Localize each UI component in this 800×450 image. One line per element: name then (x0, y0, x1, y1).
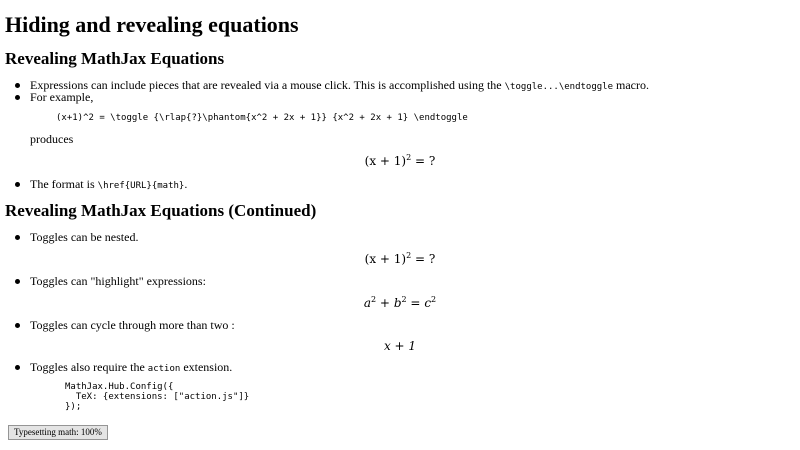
inline-code: action (147, 364, 181, 374)
math-rhs: = ? (415, 154, 436, 168)
math-equals: = (410, 296, 421, 310)
code-block-example: (x+1)^2 = \toggle {\rlap{?}\phantom{x^2 + 2x + 1}} {x^2 + 2x + 1} \endtoggle (56, 113, 468, 123)
math-lhs: (x + 1) (364, 252, 407, 266)
produces-label: produces (30, 132, 74, 146)
list-item (30, 78, 649, 94)
math-nested-toggle[interactable] (5, 252, 795, 266)
math-exponent: 2 (371, 295, 377, 304)
page-title: Hiding and revealing equations (5, 12, 299, 37)
math-highlight-toggle[interactable] (5, 296, 795, 310)
list-item (30, 90, 93, 104)
inline-code: \toggle...\endtoggle (504, 82, 614, 92)
list-item-text: macro. (613, 78, 649, 92)
math-var-a: a (363, 296, 371, 310)
code-block-config: MathJax.Hub.Config({ TeX: {extensions: ["action.js"]} }); (65, 382, 250, 412)
list-item (30, 274, 206, 288)
math-expression: x + 1 (383, 339, 417, 353)
math-exponent: 2 (406, 153, 412, 162)
math-plus: + (379, 296, 390, 310)
list-item-text: . (184, 177, 188, 191)
list-item-text: For example, (30, 90, 94, 104)
list-item (30, 318, 235, 332)
math-rhs: = ? (415, 252, 436, 266)
math-var-c: c (424, 296, 432, 310)
math-exponent: 2 (431, 295, 437, 304)
math-var-b: b (393, 296, 402, 310)
section-heading-continued: Revealing MathJax Equations (Continued) (5, 201, 317, 220)
list-item-text: Toggles also require the (30, 360, 148, 374)
list-item (30, 177, 187, 193)
math-exponent: 2 (401, 295, 407, 304)
list-item (30, 360, 232, 376)
math-cycle-toggle[interactable] (5, 339, 795, 353)
list-item (30, 230, 138, 244)
list-item-text: Toggles can be nested. (30, 230, 139, 244)
list-item-text: Toggles can cycle through more than two : (30, 318, 235, 332)
list-item-text: Expressions can include pieces that are revealed via a mouse click. This is accomplished using the (30, 78, 505, 92)
section-heading-revealing: Revealing MathJax Equations (5, 49, 225, 68)
math-toggle-equation[interactable] (5, 154, 795, 168)
math-exponent: 2 (406, 251, 412, 260)
list-item-text: Toggles can "highlight" expressions: (30, 274, 206, 288)
inline-code: \href{URL}{math} (97, 181, 185, 191)
mathjax-status-message: Typesetting math: 100% (8, 425, 108, 440)
math-lhs: (x + 1) (364, 154, 407, 168)
list-item-text: extension. (180, 360, 233, 374)
list-item-text: The format is (30, 177, 98, 191)
